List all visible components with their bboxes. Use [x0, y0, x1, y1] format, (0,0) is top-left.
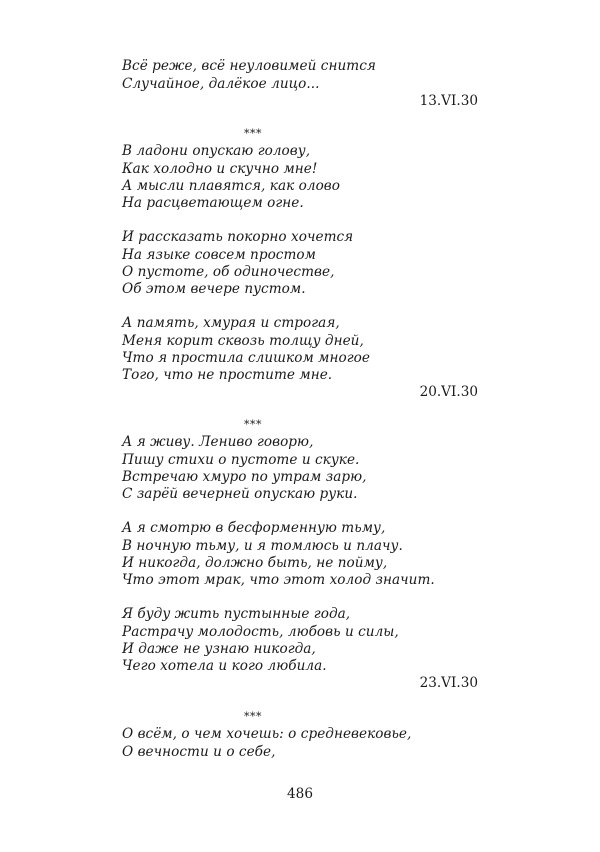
poem-date: 23.VI.30	[419, 675, 478, 691]
poem-line: А я живу. Лениво говорю,	[122, 434, 314, 450]
poem-line: Как холодно и скучно мне!	[122, 161, 318, 177]
poem-line: О пустоте, об одиночестве,	[122, 264, 335, 280]
poem-line: Растрачу молодость, любовь и силы,	[122, 624, 399, 640]
poem-line: Что этот мрак, что этот холод значит.	[122, 572, 435, 588]
poem-line: И никогда, должно быть, не пойму,	[122, 555, 388, 571]
poem-line: В ладони опускаю голову,	[122, 143, 311, 159]
poem-line: Меня корит сквозь толщу дней,	[122, 333, 364, 349]
poem-line: На расцветающем огне.	[122, 195, 304, 211]
poem-line: Что я простила слишком многое	[122, 350, 370, 366]
poem-line: О всём, о чем хочешь: о средневековье,	[122, 726, 412, 742]
page-number: 486	[287, 786, 313, 802]
poem-line: И даже не узнаю никогда,	[122, 641, 316, 657]
poem-line: Всё реже, всё неуловимей снится	[122, 58, 376, 74]
poem-line: А мысли плавятся, как олово	[122, 178, 341, 194]
poem-separator: ***	[244, 418, 262, 431]
poem-line: Пишу стихи о пустоте и скуке.	[122, 452, 360, 468]
poem-line: И рассказать покорно хочется	[122, 229, 354, 245]
poem-line: А я смотрю в бесформенную тьму,	[122, 520, 386, 536]
poem-line: Я буду жить пустынные года,	[122, 606, 351, 622]
poem-line: А память, хмурая и строгая,	[122, 315, 340, 331]
poem-line: Встречаю хмуро по утрам зарю,	[122, 469, 367, 485]
poem-line: Об этом вечере пустом.	[122, 281, 306, 297]
poem-date: 20.VI.30	[419, 384, 478, 400]
poem-separator: ***	[244, 127, 262, 140]
poem-date: 13.VI.30	[419, 93, 478, 109]
poem-line: В ночную тьму, и я томлюсь и плачу.	[122, 538, 403, 554]
poem-line: На языке совсем простом	[122, 247, 316, 263]
poem-line: О вечности и о себе,	[122, 744, 276, 760]
poem-separator: ***	[244, 710, 262, 723]
poem-line: Того, что не простите мне.	[122, 367, 333, 383]
poem-line: С зарёй вечерней опускаю руки.	[122, 486, 358, 502]
poem-line: Случайное, далёкое лицо...	[122, 76, 320, 92]
poem-line: Чего хотела и кого любила.	[122, 658, 327, 674]
